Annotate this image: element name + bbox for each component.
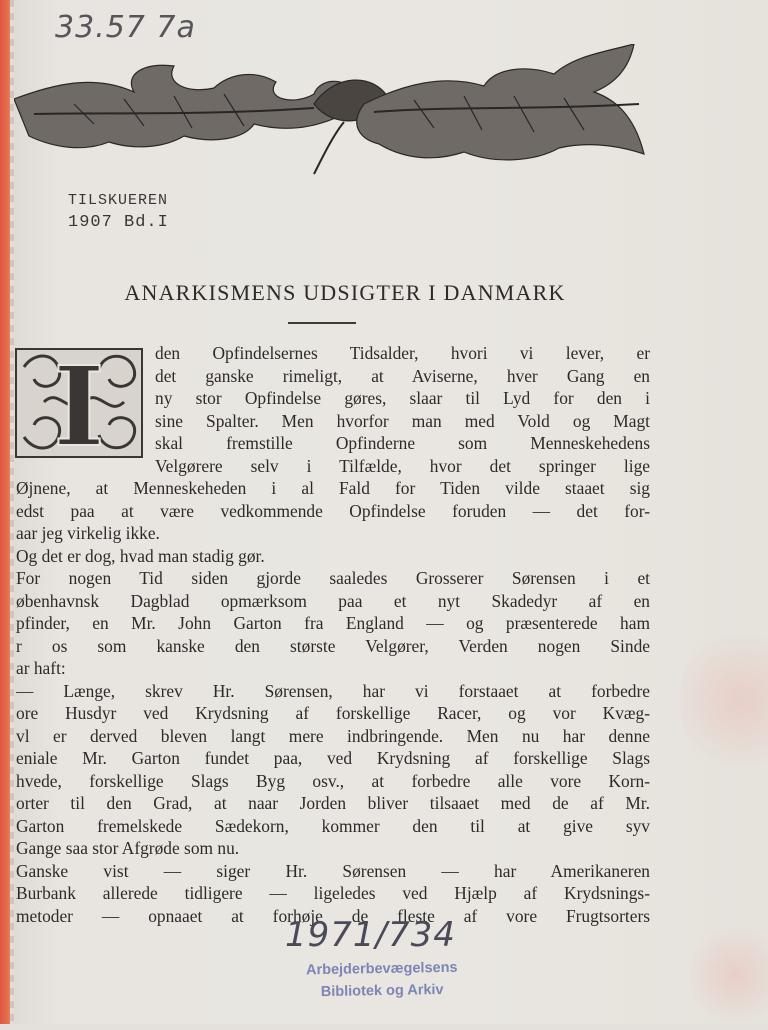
text-line: metoder — opnaaet at forhøje de fleste af vore Frugtsorters — [16, 905, 650, 926]
text-line: vl er derved bleven langt mere indbringende. Men nu har denne — [16, 725, 650, 746]
text-line: Ganske vist — siger Hr. Sørensen — har Amerikaneren — [16, 860, 650, 881]
decorative-initial-letter — [14, 347, 144, 459]
text-line: den Opfindelsernes Tidsalder, hvori vi lever, er — [155, 343, 650, 363]
text-line: det ganske rimeligt, at Aviserne, hver Gang en — [155, 365, 650, 386]
text-line: ny stor Opfindelse gøres, slaar til Lyd for den i — [155, 388, 650, 408]
text-line: edst paa at være vedkommende Opfindelse foruden — det for- — [16, 500, 650, 521]
source-publication: TILSKUEREN — [68, 192, 169, 209]
stamp-line-2: Bibliotek og Arkiv — [320, 981, 444, 1001]
text-line: — Længe, skrev Hr. Sørensen, har vi forstaaet at forbedre — [16, 680, 650, 701]
source-volume: 1907 Bd.I — [68, 213, 169, 232]
article-title: ANARKISMENS UDSIGTER I DANMARK — [124, 280, 566, 305]
text-line: Burbank allerede tidligere — ligeledes ved Hjælp af Krydsnings- — [16, 883, 650, 903]
text-line: aar jeg virkelig ikke. — [16, 523, 160, 543]
text-line: Velgørere selv i Tilfælde, hvor det springer lige — [155, 455, 650, 476]
leaf-ornament — [14, 44, 650, 180]
archive-number: 33.57 7a — [55, 10, 196, 45]
text-line: orter til den Grad, at naar Jorden bliver tilsaaet med de af Mr. — [16, 793, 650, 813]
initial-glyph: I — [53, 347, 105, 459]
text-line: sine Spalter. Men hvorfor man med Vold og Magt — [155, 410, 650, 431]
text-line: eniale Mr. Garton fundet paa, ved Krydsning af forskellige Slags — [16, 748, 650, 768]
text-line: ore Husdyr ved Krydsning af forskellige Racer, og vor Kvæg- — [16, 703, 650, 723]
text-line: Gange saa stor Afgrøde som nu. — [16, 838, 240, 858]
paragraph-beside-initial — [155, 342, 650, 477]
text-line: øbenhavnsk Dagblad opmærksom paa et nyt Skadedyr af en — [16, 590, 650, 611]
title-rule — [288, 322, 356, 324]
text-line: Øjnene, at Menneskeheden i al Fald for Tiden vilde staaet sig — [16, 478, 650, 498]
binding-edge — [0, 0, 14, 1024]
text-line: hvede, forskellige Slags Byg osv., at forbedre alle vore Korn- — [16, 770, 650, 791]
text-line: ar haft: — [16, 658, 66, 678]
stamp-line-1: Arbejderbevægelsens — [305, 959, 458, 979]
text-line: skal fremstille Opfinderne som Menneskehedens — [155, 433, 650, 453]
paper-stain — [680, 620, 768, 780]
text-line: Og det er dog, hvad man stadig gør. — [16, 545, 265, 566]
text-line: Garton fremelskede Sædekorn, kommer den til at give syv — [16, 815, 650, 836]
paper-stain — [690, 920, 768, 1030]
text-line: For nogen Tid siden gjorde saaledes Grosserer Sørensen i et — [16, 568, 650, 588]
text-line: r os som kanske den største Velgører, Verden nogen Sinde — [16, 635, 650, 656]
text-line: pfinder, en Mr. John Garton fra England — og præsenterede ham — [16, 613, 650, 633]
paragraph-main — [16, 477, 650, 927]
library-stamp — [282, 956, 483, 1003]
accession-number: 1971/734 — [285, 915, 456, 955]
